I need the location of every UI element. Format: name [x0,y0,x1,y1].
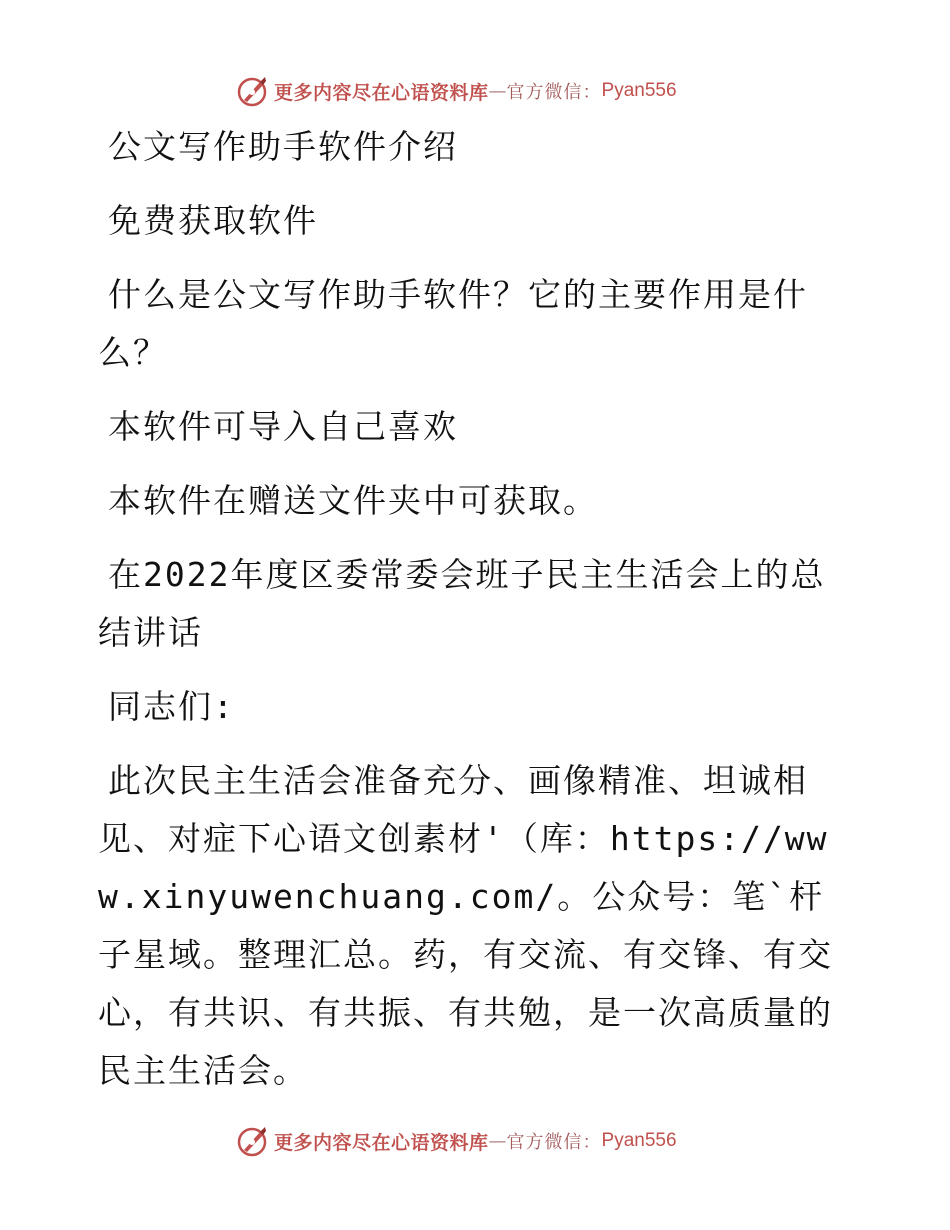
header-banner [234,71,677,111]
banner-wechat-label: 官方微信： [506,1132,602,1153]
banner-wechat-label: 官方微信： [506,82,602,103]
document-body [98,118,858,1100]
speech-title: 在2022年度区委常委会班子民主生活会上的总结讲话 [98,555,826,652]
document-title: 公文写作助手软件介绍 [108,127,458,166]
paragraph: 本软件可导入自己喜欢 [108,407,458,446]
paragraph: 什么是公文写作助手软件？它的主要作用是什么？ [98,275,808,372]
banner-brand-text: 更多内容尽在心语资料库 [274,81,489,104]
quill-pen-logo-icon [234,73,270,109]
paragraph: 免费获取软件 [108,201,318,240]
banner-wechat-id: Pyan556 [601,1130,677,1151]
banner-wechat-id: Pyan556 [601,80,677,101]
paragraph: 此次民主生活会准备充分、画像精准、坦诚相见、对症下心语文创素材'（库：https://www.xinyuwenchuang.com/。公众号：笔`杆子星域。整理汇总。药，有交流、有交锋、有交心，有共识、有共振、有共勉，是一次高质量的民主生活会。 [98,761,833,1090]
quill-pen-logo-icon [234,1123,270,1159]
salutation: 同志们: [108,687,235,726]
footer-banner [234,1121,677,1161]
banner-dash: — [488,80,507,102]
banner-brand-text: 更多内容尽在心语资料库 [274,1131,489,1154]
banner-dash: — [488,1130,507,1152]
paragraph: 本软件在赠送文件夹中可获取。 [108,481,598,520]
